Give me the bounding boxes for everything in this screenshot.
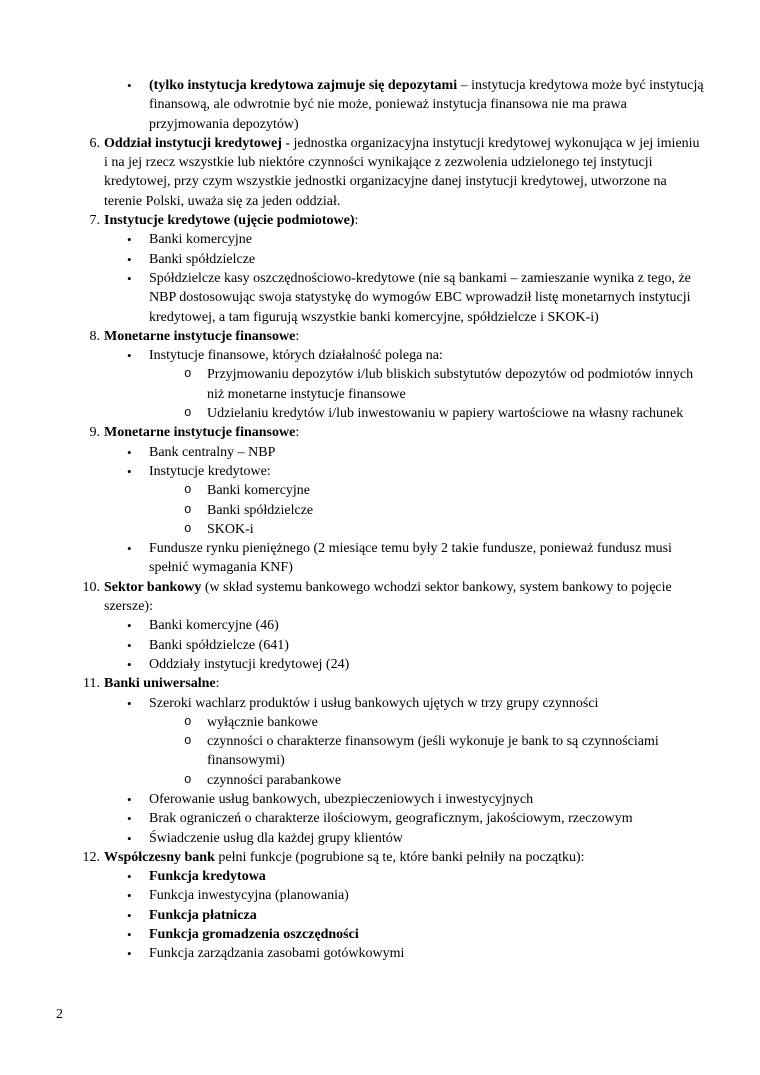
item-number: 10. xyxy=(82,579,100,595)
list-item xyxy=(0,636,704,655)
document-body xyxy=(0,76,704,964)
item-number: 8. xyxy=(89,328,100,344)
item-text: Instytucje finansowe, których działalność polega na: xyxy=(149,348,443,364)
item-text: Fundusze rynku pieniężnego (2 miesiące temu były 2 takie fundusze, ponieważ fundusz musi spełnić wymagania KNF) xyxy=(149,541,672,576)
item-text: Banki spółdzielcze xyxy=(149,251,256,267)
list-item xyxy=(0,694,704,713)
bullet-marker: • xyxy=(127,907,132,923)
bullet-marker: • xyxy=(127,618,132,634)
item-text: Współczesny bank pełni funkcje (pogrubione są te, które banki pełniły na początku): xyxy=(104,849,585,865)
list-item xyxy=(0,250,704,269)
page-number: 2 xyxy=(56,1007,63,1022)
list-item xyxy=(0,732,704,771)
list-item xyxy=(0,462,704,481)
item-text: Banki komercyjne xyxy=(149,232,253,248)
bullet-marker: • xyxy=(127,444,132,460)
list-item xyxy=(0,886,704,905)
list-item xyxy=(0,925,704,944)
item-text: Instytucje kredytowe (ujęcie podmiotowe): xyxy=(104,213,359,229)
item-text: Instytucje kredytowe: xyxy=(149,463,271,479)
bullet-marker: • xyxy=(127,232,132,248)
item-text: Spółdzielcze kasy oszczędnościowo-kredytowe (nie są bankami – zamieszanie wynika z tego, że NBP dostosowując swoja statystykę do wymogów EBC wprowadził listę monetarnych instytucji kredytowej, a tam figurują wszystkie banki komercyjne, spółdzielcze i SKOK-i) xyxy=(149,270,691,325)
list-item xyxy=(0,501,704,520)
list-item xyxy=(0,539,704,578)
item-text: czynności o charakterze finansowym (jeśli wykonuje je bank to są czynnościami finansowymi) xyxy=(207,734,659,769)
list-item xyxy=(0,346,704,365)
item-text: Udzielaniu kredytów i/lub inwestowaniu w papiery wartościowe na własny rachunek xyxy=(207,406,684,422)
circle-marker: o xyxy=(184,734,192,749)
bullet-marker: • xyxy=(127,463,132,479)
bullet-marker: • xyxy=(127,270,132,286)
item-text: Banki spółdzielcze (641) xyxy=(149,637,289,653)
list-item xyxy=(0,790,704,809)
circle-marker: o xyxy=(184,521,192,536)
bullet-marker: • xyxy=(127,830,132,846)
circle-marker: o xyxy=(184,502,192,517)
bullet-marker: • xyxy=(127,251,132,267)
item-text: Banki uniwersalne: xyxy=(104,676,220,692)
item-number: 6. xyxy=(89,135,100,151)
bullet-marker: • xyxy=(127,888,132,904)
list-item xyxy=(0,655,704,674)
list-item xyxy=(0,616,704,635)
bullet-marker: • xyxy=(127,791,132,807)
item-text: Banki spółdzielcze xyxy=(207,502,314,518)
list-item xyxy=(0,481,704,500)
item-text: Bank centralny – NBP xyxy=(149,444,276,460)
item-text: Funkcja płatnicza xyxy=(149,907,257,923)
list-item xyxy=(0,713,704,732)
bullet-marker: • xyxy=(127,811,132,827)
numbered-item xyxy=(0,211,704,230)
item-text: Oddziały instytucji kredytowej (24) xyxy=(149,656,350,672)
circle-marker: o xyxy=(184,714,192,729)
circle-marker: o xyxy=(184,483,192,498)
item-text: SKOK-i xyxy=(207,521,254,537)
item-text: Świadczenie usług dla każdej grupy klientów xyxy=(149,830,403,846)
item-text: Funkcja gromadzenia oszczędności xyxy=(149,927,359,943)
list-item xyxy=(0,944,704,963)
item-text: wyłącznie bankowe xyxy=(207,714,318,730)
list-item xyxy=(0,76,704,134)
numbered-item xyxy=(0,674,704,693)
item-text: Oddział instytucji kredytowej - jednostka organizacyjna instytucji kredytowej wykonująca w jej imieniu i na jej rzecz wszystkie lub niektóre czynności wynikające z zezwolenia udzielonego tej instytucji kredytowej, przy czym wszystkie jednostki organizacyjne danej instytucji kredytowej, utworzone na terenie Polski, uważa się za jeden oddział. xyxy=(104,135,700,209)
bullet-marker: • xyxy=(127,348,132,364)
list-item xyxy=(0,365,704,404)
bullet-marker: • xyxy=(127,541,132,557)
numbered-item xyxy=(0,848,704,867)
item-text: Funkcja kredytowa xyxy=(149,869,266,885)
bullet-marker: • xyxy=(127,927,132,943)
item-text: Oferowanie usług bankowych, ubezpieczeniowych i inwestycyjnych xyxy=(149,791,534,807)
list-item xyxy=(0,867,704,886)
bullet-marker: • xyxy=(127,656,132,672)
bullet-marker: • xyxy=(127,78,132,93)
numbered-item xyxy=(0,578,704,617)
list-item xyxy=(0,520,704,539)
list-item xyxy=(0,404,704,423)
item-text: czynności parabankowe xyxy=(207,772,342,788)
circle-marker: o xyxy=(184,772,192,787)
circle-marker: o xyxy=(184,406,192,421)
list-item xyxy=(0,771,704,790)
item-text: Szeroki wachlarz produktów i usług bankowych ujętych w trzy grupy czynności xyxy=(149,695,599,711)
item-text: Monetarne instytucje finansowe: xyxy=(104,425,300,441)
list-item xyxy=(0,809,704,828)
list-item xyxy=(0,443,704,462)
bullet-marker: • xyxy=(127,637,132,653)
item-text: Przyjmowaniu depozytów i/lub bliskich substytutów depozytów od podmiotów innych niż monetarne instytucje finansowe xyxy=(207,367,694,402)
item-text: Monetarne instytucje finansowe: xyxy=(104,328,300,344)
bullet-marker: • xyxy=(127,869,132,885)
item-text: Banki komercyjne xyxy=(207,483,311,499)
bullet-marker: • xyxy=(127,695,132,711)
item-text: Sektor bankowy (w skład systemu bankowego wchodzi sektor bankowy, system bankowy to pojęcie szersze): xyxy=(104,579,672,615)
item-text: (tylko instytucja kredytowa zajmuje się depozytami – instytucja kredytowa może być instytucją finansową, ale odwrotnie być nie może, ponieważ instytucja finansowa nie ma prawa przyjmowania depozytów) xyxy=(149,78,704,132)
item-text: Funkcja inwestycyjna (planowania) xyxy=(149,888,349,904)
list-item xyxy=(0,269,704,327)
numbered-item xyxy=(0,423,704,442)
item-text: Brak ograniczeń o charakterze ilościowym, geograficznym, jakościowym, rzeczowym xyxy=(149,811,633,827)
item-number: 12. xyxy=(82,849,100,865)
item-number: 9. xyxy=(89,425,100,441)
list-item xyxy=(0,906,704,925)
item-text: Funkcja zarządzania zasobami gotówkowymi xyxy=(149,946,405,962)
list-item xyxy=(0,829,704,848)
item-number: 7. xyxy=(89,213,100,229)
numbered-item xyxy=(0,134,704,211)
list-item xyxy=(0,230,704,249)
numbered-item xyxy=(0,327,704,346)
item-text: Banki komercyjne (46) xyxy=(149,618,279,634)
item-number: 11. xyxy=(83,676,100,692)
circle-marker: o xyxy=(184,367,192,382)
bullet-marker: • xyxy=(127,946,132,962)
